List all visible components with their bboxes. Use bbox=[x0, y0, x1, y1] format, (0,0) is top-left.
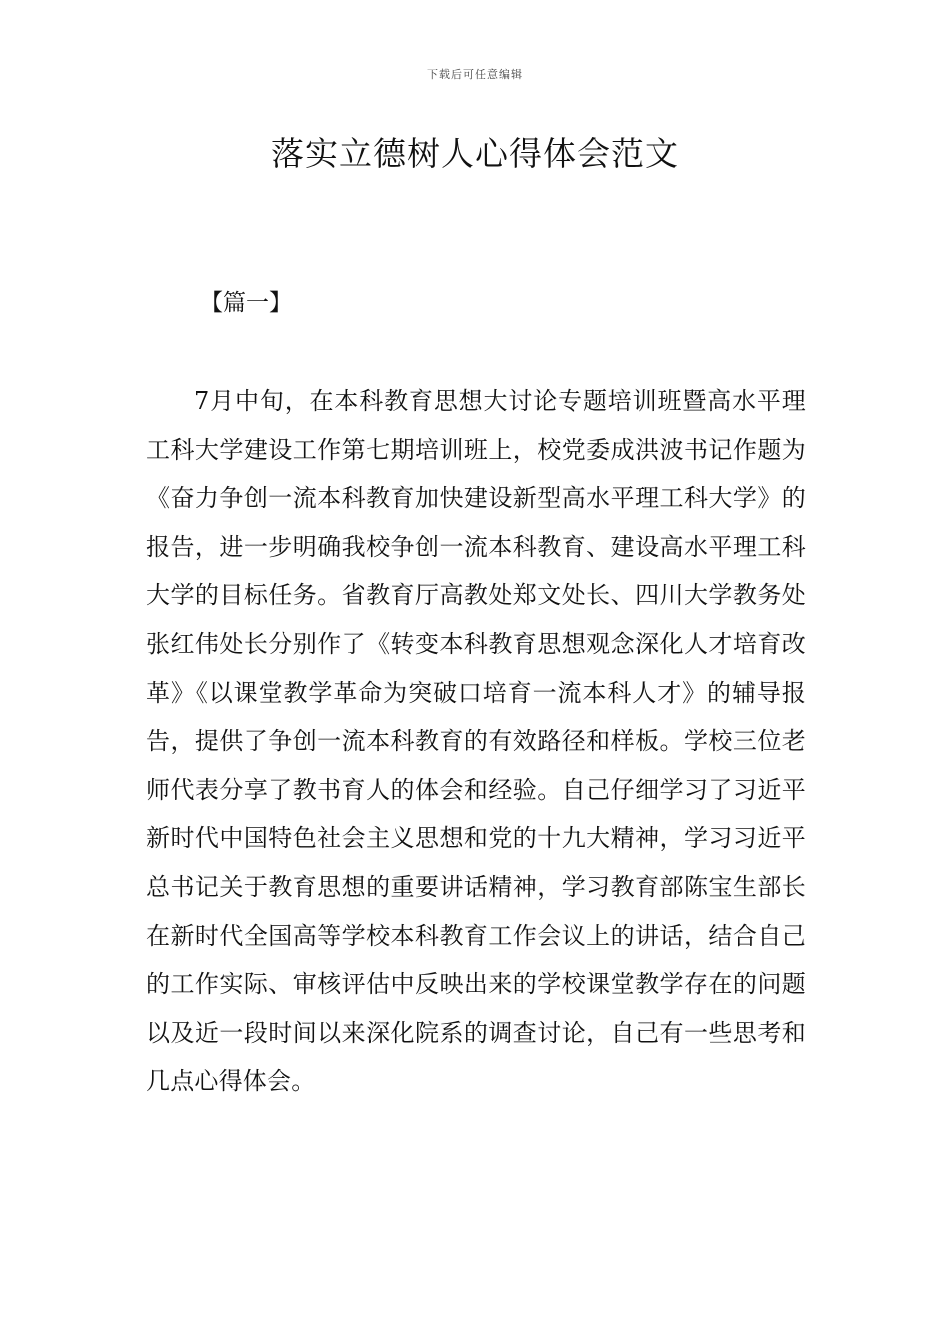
page-header-note: 下载后可任意编辑 bbox=[427, 68, 523, 81]
body-paragraph: 7月中旬，在本科教育思想大讨论专题培训班暨高水平理工科大学建设工作第七期培训班上，校党委成洪波书记作题为《奋力争创一流本科教育加快建设新型高水平理工科大学》的报告，进一步明确我校争创一流本科教育、建设高水平理工科大学的目标任务。省教育厅高教处郑文处长、四川大学教务处张红伟处长分别作了《转变本科教育思想观念深化人才培育改革》《以课堂教学革命为突破口培育一流本科人才》的辅导报告，提供了争创一流本科教育的有效路径和样板。学校三位老师代表分享了教书育人的体会和经验。自己仔细学习了习近平新时代中国特色社会主义思想和党的十九大精神，学习习近平总书记关于教育思想的重要讲话精神，学习教育部陈宝生部长在新时代全国高等学校本科教育工作会议上的讲话，结合自己的工作实际、审核评估中反映出来的学校课堂教学存在的问题以及近一段时间以来深化院系的调查讨论，自己有一些思考和几点心得体会。 bbox=[146, 387, 806, 1096]
section-label: 【篇一】 bbox=[200, 290, 292, 316]
document-title: 落实立德树人心得体会范文 bbox=[271, 134, 679, 173]
